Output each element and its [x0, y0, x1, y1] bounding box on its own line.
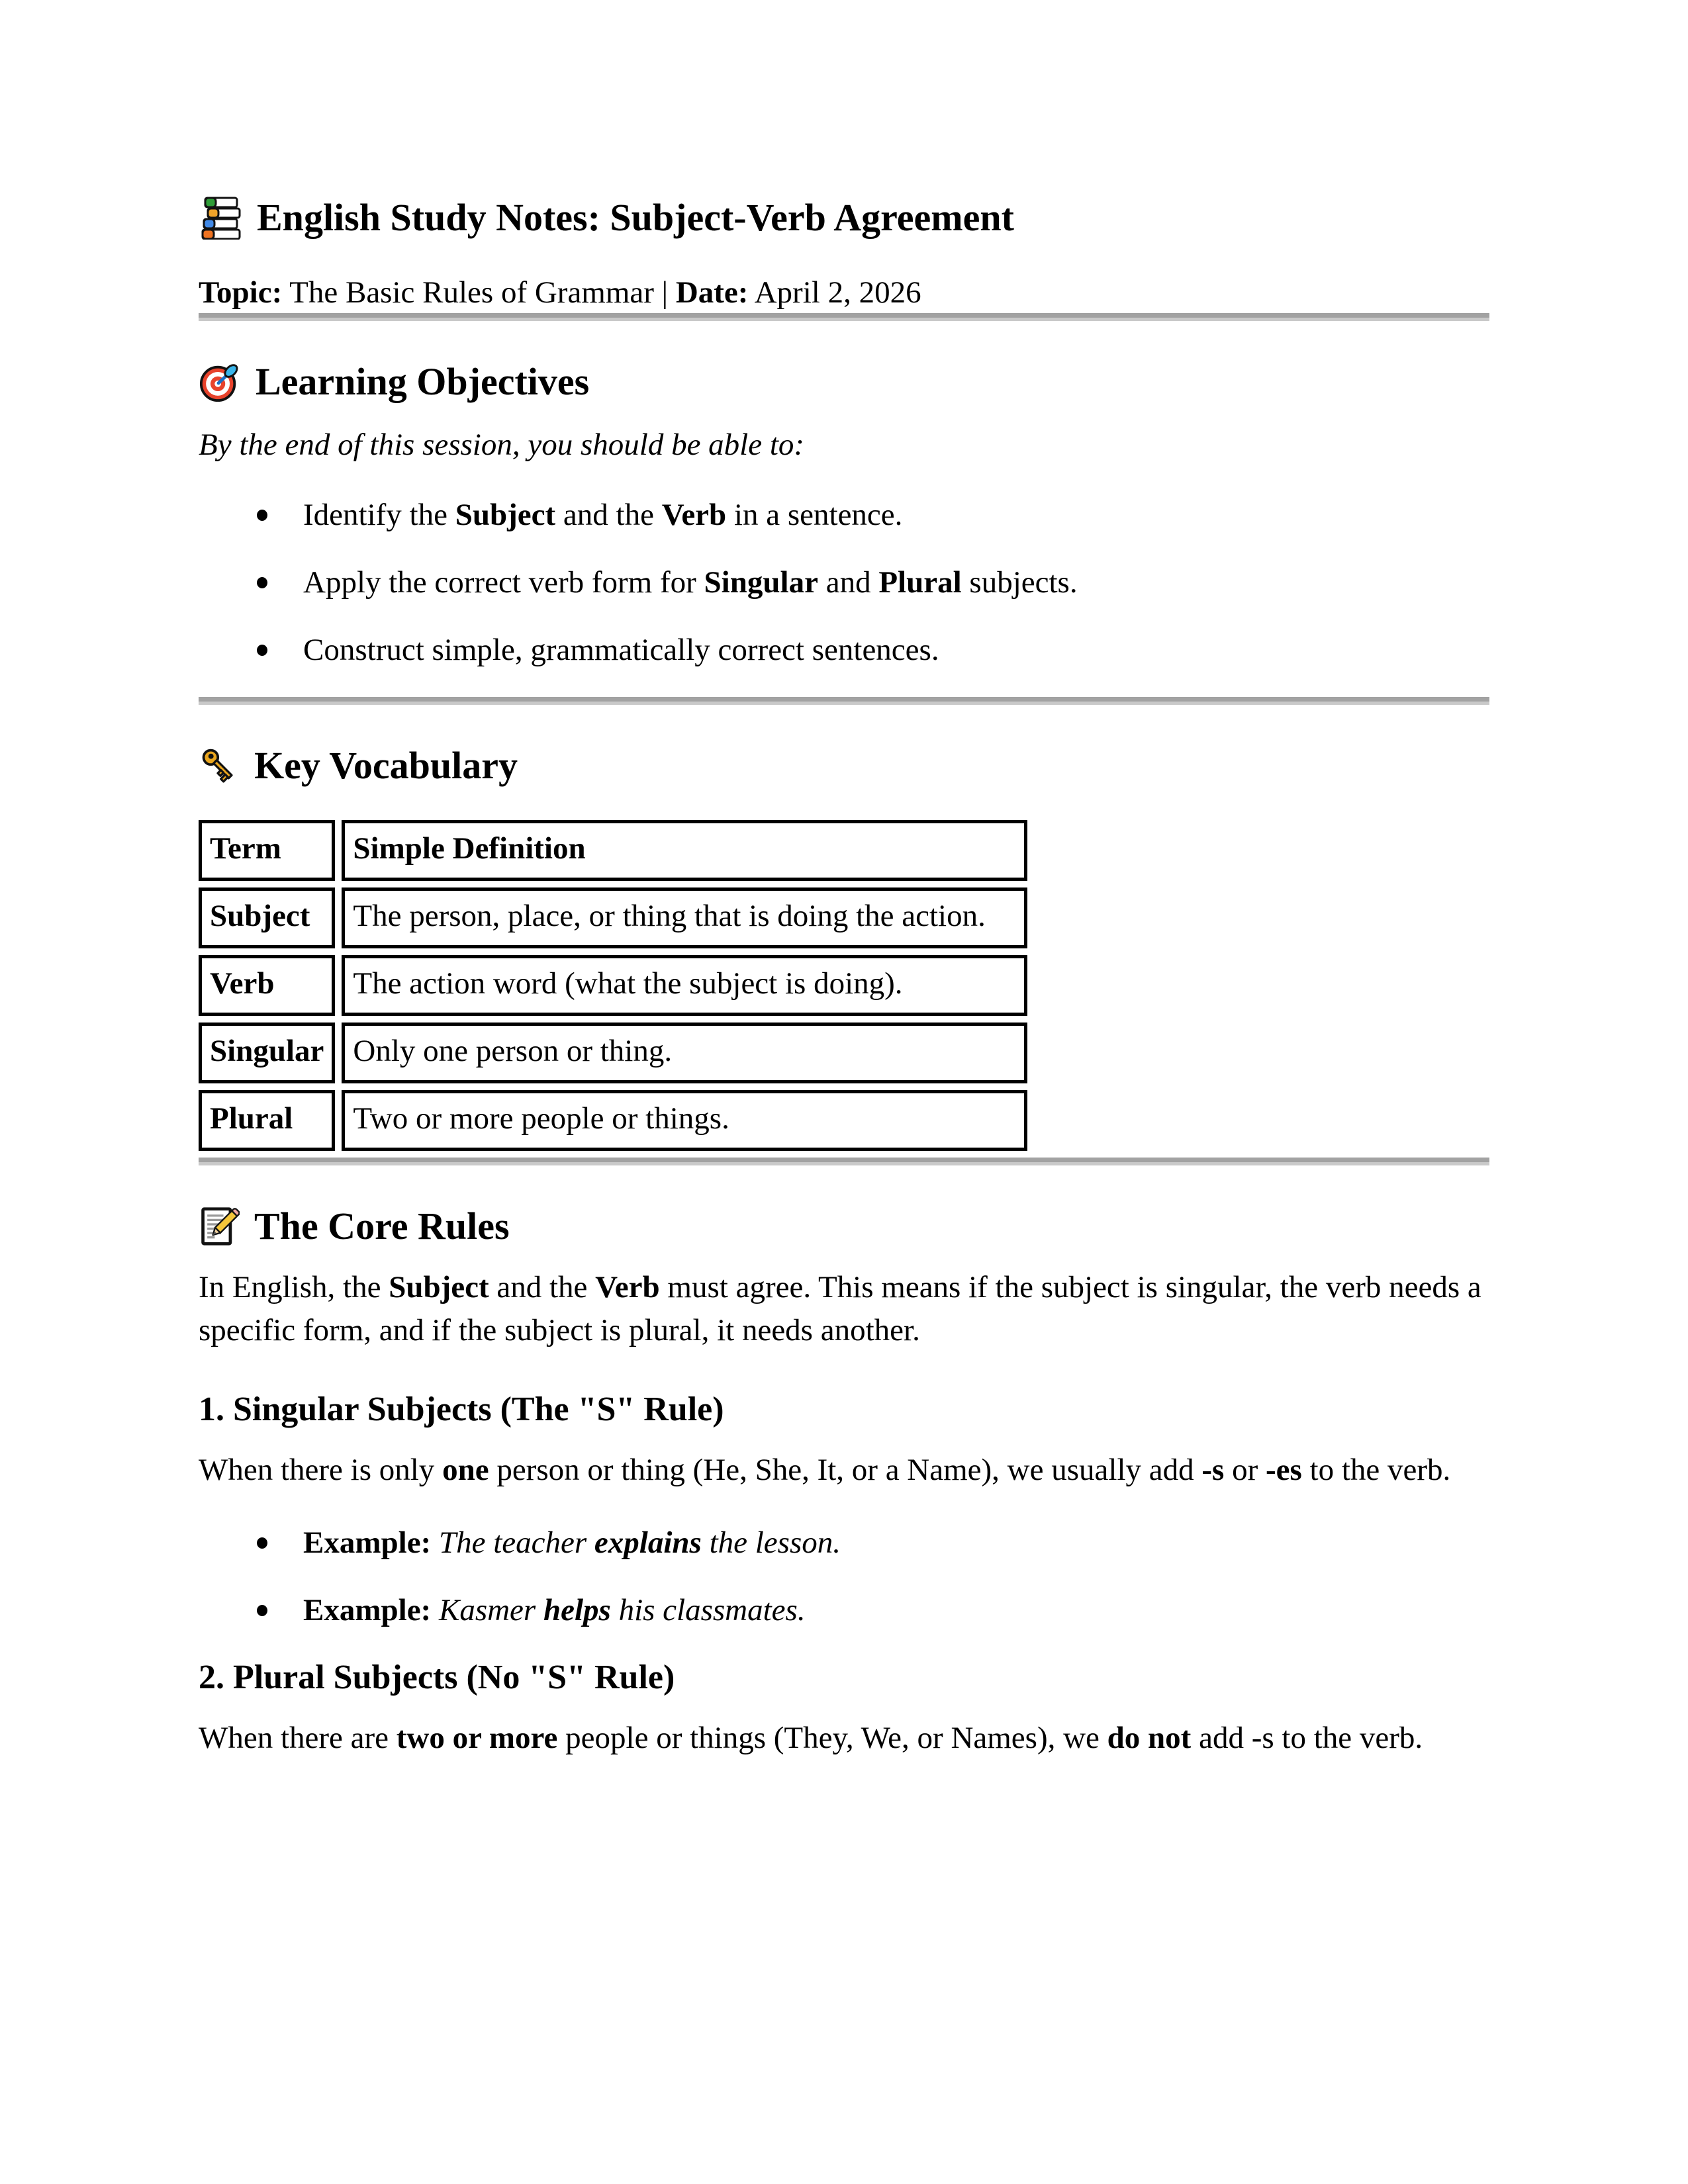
text-run: or	[1224, 1453, 1266, 1487]
document-title-row	[199, 194, 1489, 242]
text-run: must agree. This means if the subject is singular, the verb needs a specific form, and if the subject is plural, it needs another.	[199, 1270, 1481, 1347]
vocabulary-table	[192, 813, 1034, 1158]
target-icon	[199, 361, 241, 403]
key-icon	[199, 745, 240, 787]
text-run: When there is only	[199, 1453, 443, 1487]
term-cell: Plural	[199, 1090, 335, 1151]
objective-item	[303, 494, 1489, 535]
term-cell: Singular	[199, 1023, 335, 1083]
objective-item	[303, 562, 1489, 603]
rule-2-body	[199, 1717, 1489, 1760]
text-run: subjects.	[961, 565, 1078, 600]
table-row	[199, 1023, 1027, 1083]
core-rules-heading-label: The Core Rules	[254, 1205, 510, 1248]
text-run	[431, 1525, 439, 1560]
document-meta	[199, 272, 1489, 313]
objective-item	[303, 629, 1489, 670]
text-run: -es	[1265, 1453, 1302, 1487]
objectives-section	[199, 358, 1489, 670]
text-run: people or things (They, We, or Names), we	[557, 1721, 1107, 1755]
vocabulary-section	[199, 742, 1489, 1158]
text-run: Verb	[661, 498, 727, 532]
text-run: Example:	[303, 1525, 432, 1560]
rule-2-heading: 2. Plural Subjects (No "S" Rule)	[199, 1659, 675, 1696]
text-run: Subject	[389, 1270, 489, 1304]
text-run: add -s to the verb.	[1191, 1721, 1423, 1755]
definition-cell: Only one person or thing.	[342, 1023, 1027, 1083]
text-run: In English, the	[199, 1270, 389, 1304]
examples-list	[199, 1522, 1489, 1631]
text-run: Apply the correct verb form for	[303, 565, 704, 600]
table-header-row	[199, 820, 1027, 881]
term-cell: Subject	[199, 887, 335, 948]
vocabulary-heading-row	[199, 742, 1489, 790]
text-run: his classmates.	[610, 1593, 806, 1627]
term-cell: Verb	[199, 955, 335, 1016]
objectives-list	[199, 494, 1489, 670]
text-run: Singular	[704, 565, 818, 600]
text-run: Example:	[303, 1593, 432, 1627]
text-run: By the end of this session, you should be able to:	[199, 428, 805, 462]
text-run: The teacher	[438, 1525, 594, 1560]
text-run: Identify the	[303, 498, 455, 532]
table-header-cell-term: Term	[199, 820, 335, 881]
example-item	[303, 1590, 1489, 1631]
text-run: Subject	[455, 498, 556, 532]
text-run: Verb	[595, 1270, 660, 1304]
text-run: in a sentence.	[726, 498, 903, 532]
books-icon	[199, 196, 242, 240]
text-run: April 2, 2026	[748, 275, 921, 310]
table-header-cell-definition: Simple Definition	[342, 820, 1027, 881]
example-item	[303, 1522, 1489, 1563]
text-run: one	[442, 1453, 489, 1487]
text-run: and the	[489, 1270, 596, 1304]
definition-cell: The person, place, or thing that is doing the action.	[342, 887, 1027, 948]
text-run: helps	[543, 1593, 611, 1627]
document-title: English Study Notes: Subject-Verb Agreement	[257, 196, 1014, 239]
text-run: Construct simple, grammatically correct sentences.	[303, 633, 939, 667]
text-run: to the verb.	[1301, 1453, 1451, 1487]
text-run: -s	[1201, 1453, 1225, 1487]
memo-icon	[199, 1205, 240, 1248]
core-rules-section	[199, 1203, 1489, 1760]
text-run: Plural	[878, 565, 962, 600]
core-rules-heading-row	[199, 1203, 1489, 1250]
text-run: person or thing (He, She, It, or a Name), we usually add	[489, 1453, 1202, 1487]
section-divider	[199, 313, 1489, 321]
text-run: explains	[594, 1525, 702, 1560]
rule-1-heading: 1. Singular Subjects (The "S" Rule)	[199, 1390, 724, 1428]
text-run	[431, 1593, 439, 1627]
text-run: the lesson.	[701, 1525, 841, 1560]
objectives-heading-label: Learning Objectives	[256, 360, 590, 403]
section-divider	[199, 697, 1489, 705]
section-divider	[199, 1158, 1489, 1165]
rule-1-body	[199, 1449, 1489, 1492]
definition-cell: The action word (what the subject is doing).	[342, 955, 1027, 1016]
objectives-intro	[199, 424, 1489, 465]
definition-cell: Two or more people or things.	[342, 1090, 1027, 1151]
text-run: do not	[1107, 1721, 1192, 1755]
text-run: two or more	[396, 1721, 558, 1755]
core-rules-intro	[199, 1266, 1489, 1352]
table-row	[199, 955, 1027, 1016]
table-row	[199, 887, 1027, 948]
text-run: and the	[555, 498, 662, 532]
vocabulary-heading-label: Key Vocabulary	[254, 744, 518, 787]
table-row	[199, 1090, 1027, 1151]
text-run: and	[818, 565, 879, 600]
objectives-heading-row	[199, 358, 1489, 406]
text-run: Topic:	[199, 275, 283, 310]
text-run: Kasmer	[438, 1593, 543, 1627]
text-run: The Basic Rules of Grammar |	[282, 275, 676, 310]
text-run: Date:	[675, 275, 749, 310]
text-run: When there are	[199, 1721, 397, 1755]
